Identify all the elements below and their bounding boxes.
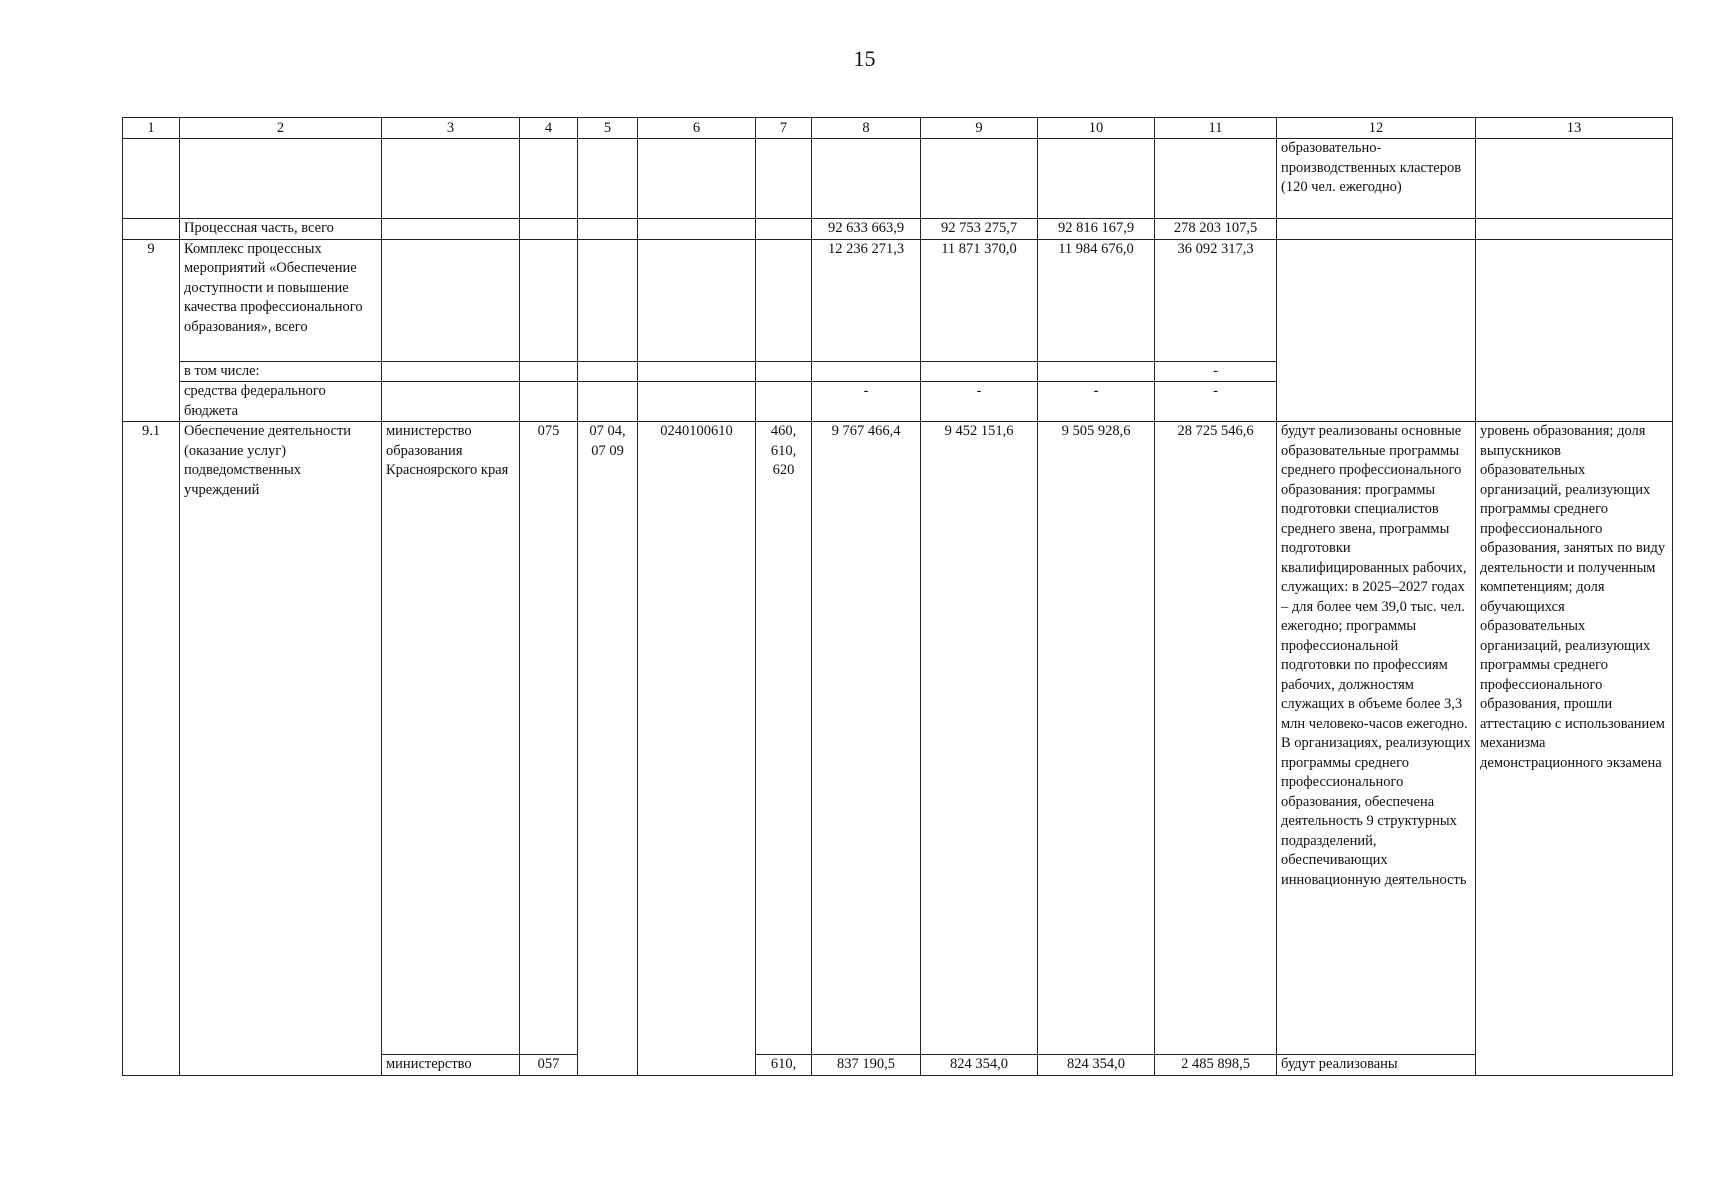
table-cell xyxy=(638,139,756,219)
amount-2025: 9 767 466,4 xyxy=(812,422,921,1055)
result-cell: образовательно- производственных кластеров (120 чел. ежегодно) xyxy=(1277,139,1476,219)
table-cell xyxy=(756,239,812,361)
table-cell xyxy=(756,139,812,219)
row-title: средства федерального бюджета xyxy=(180,382,382,422)
table-cell xyxy=(638,361,756,382)
amount-2026: 9 452 151,6 xyxy=(921,422,1038,1055)
row-number: 9 xyxy=(123,239,180,422)
header-cell: 13 xyxy=(1476,118,1673,139)
amount-2027: 824 354,0 xyxy=(1038,1055,1155,1076)
table-row-9-1 xyxy=(123,422,1673,1055)
header-cell: 5 xyxy=(578,118,638,139)
amount-total: 36 092 317,3 xyxy=(1155,239,1277,361)
table-cell xyxy=(921,139,1038,219)
amount-total: - xyxy=(1155,361,1277,382)
table-cell xyxy=(638,239,756,361)
table-cell xyxy=(382,139,520,219)
header-cell: 7 xyxy=(756,118,812,139)
header-cell: 6 xyxy=(638,118,756,139)
table-cell xyxy=(520,139,578,219)
table-cell xyxy=(756,219,812,240)
table-cell xyxy=(578,382,638,422)
table-cell xyxy=(1277,239,1476,422)
result-cell: будут реализованы xyxy=(1277,1055,1476,1076)
table-cell xyxy=(123,139,180,219)
amount-2027: 9 505 928,6 xyxy=(1038,422,1155,1055)
table-cell xyxy=(1038,139,1155,219)
amount-total: 28 725 546,6 xyxy=(1155,422,1277,1055)
header-cell: 1 xyxy=(123,118,180,139)
row-title: в том числе: xyxy=(180,361,382,382)
amount-2025: 92 633 663,9 xyxy=(812,219,921,240)
header-row xyxy=(123,118,1673,139)
header-cell: 2 xyxy=(180,118,382,139)
executor-cell: министерство образования Красноярского края xyxy=(382,422,520,1055)
amount-2025: - xyxy=(812,382,921,422)
table-cell xyxy=(756,361,812,382)
code-cell: 057 xyxy=(520,1055,578,1076)
header-cell: 8 xyxy=(812,118,921,139)
amount-2027: - xyxy=(1038,382,1155,422)
amount-2025: 837 190,5 xyxy=(812,1055,921,1076)
table-cell xyxy=(756,382,812,422)
table-row-9 xyxy=(123,239,1673,361)
amount-total: 278 203 107,5 xyxy=(1155,219,1277,240)
executor-cell: министерство xyxy=(382,1055,520,1076)
table-cell xyxy=(638,219,756,240)
amount-total: 2 485 898,5 xyxy=(1155,1055,1277,1076)
table-cell xyxy=(578,139,638,219)
code-cell: 075 xyxy=(520,422,578,1055)
table-cell xyxy=(921,361,1038,382)
amount-total: - xyxy=(1155,382,1277,422)
table-cell xyxy=(1155,139,1277,219)
table-cell xyxy=(1476,239,1673,422)
header-cell: 10 xyxy=(1038,118,1155,139)
amount-2026: 92 753 275,7 xyxy=(921,219,1038,240)
table-row-continuation xyxy=(123,139,1673,219)
row-title: Обеспечение деятельности (оказание услуг) подведомственных учреждений xyxy=(180,422,382,1076)
header-cell: 4 xyxy=(520,118,578,139)
table-cell xyxy=(578,219,638,240)
table-cell xyxy=(520,219,578,240)
header-cell: 3 xyxy=(382,118,520,139)
code-cell: 460, 610, 620 xyxy=(756,422,812,1055)
page-number: 15 xyxy=(853,46,876,71)
header-cell: 11 xyxy=(1155,118,1277,139)
amount-2025: 12 236 271,3 xyxy=(812,239,921,361)
code-cell: 610, xyxy=(756,1055,812,1076)
amount-2026: 11 871 370,0 xyxy=(921,239,1038,361)
table-cell xyxy=(812,139,921,219)
table-cell xyxy=(1476,219,1673,240)
table-cell xyxy=(578,239,638,361)
table-cell xyxy=(382,382,520,422)
header-cell: 9 xyxy=(921,118,1038,139)
table-cell xyxy=(1277,219,1476,240)
amount-2027: 11 984 676,0 xyxy=(1038,239,1155,361)
amount-2026: - xyxy=(921,382,1038,422)
table-cell xyxy=(382,361,520,382)
indicator-cell: уровень образования; доля выпускников образовательных организаций, реализующих программы среднего профессионального образования, занятых по виду деятельности и полученным компетенциям; доля обучающихся образовательных организаций, реализующих программы среднего профессионального образования, прошли аттестацию с использованием механизма демонстрационного экзамена xyxy=(1476,422,1673,1076)
row-title: Процессная часть, всего xyxy=(180,219,382,240)
amount-2026: 824 354,0 xyxy=(921,1055,1038,1076)
program-table xyxy=(122,117,1673,1076)
row-title: Комплекс процессных мероприятий «Обеспечение доступности и повышение качества профессионального образования», всего xyxy=(180,239,382,361)
table-row-process-total xyxy=(123,219,1673,240)
table-cell xyxy=(1038,361,1155,382)
table-cell xyxy=(520,382,578,422)
table-cell xyxy=(638,382,756,422)
code-cell: 0240100610 xyxy=(638,422,756,1076)
result-cell: будут реализованы основные образовательные программы среднего профессионального образования: программы подготовки специалистов среднего звена, программы подготовки квалифицированных рабочих, служащих: в 2025–2027 годах – для более чем 39,0 тыс. чел. ежегодно; программы профессиональной подготовки по профессиям рабочих, должностям служащих в объеме более 3,3 млн человеко-часов ежегодно. В организациях, реализующих программы среднего профессионального образования, обеспечена деятельность 9 структурных подразделений, обеспечивающих инновационную деятельность xyxy=(1277,422,1476,1055)
table-cell xyxy=(1476,139,1673,219)
code-cell: 07 04, 07 09 xyxy=(578,422,638,1076)
table-cell xyxy=(382,219,520,240)
amount-2027: 92 816 167,9 xyxy=(1038,219,1155,240)
table-cell xyxy=(123,219,180,240)
table-cell xyxy=(520,361,578,382)
table-cell xyxy=(520,239,578,361)
table-cell xyxy=(812,361,921,382)
table-cell xyxy=(382,239,520,361)
table-cell xyxy=(180,139,382,219)
table-cell xyxy=(578,361,638,382)
row-number: 9.1 xyxy=(123,422,180,1076)
header-cell: 12 xyxy=(1277,118,1476,139)
